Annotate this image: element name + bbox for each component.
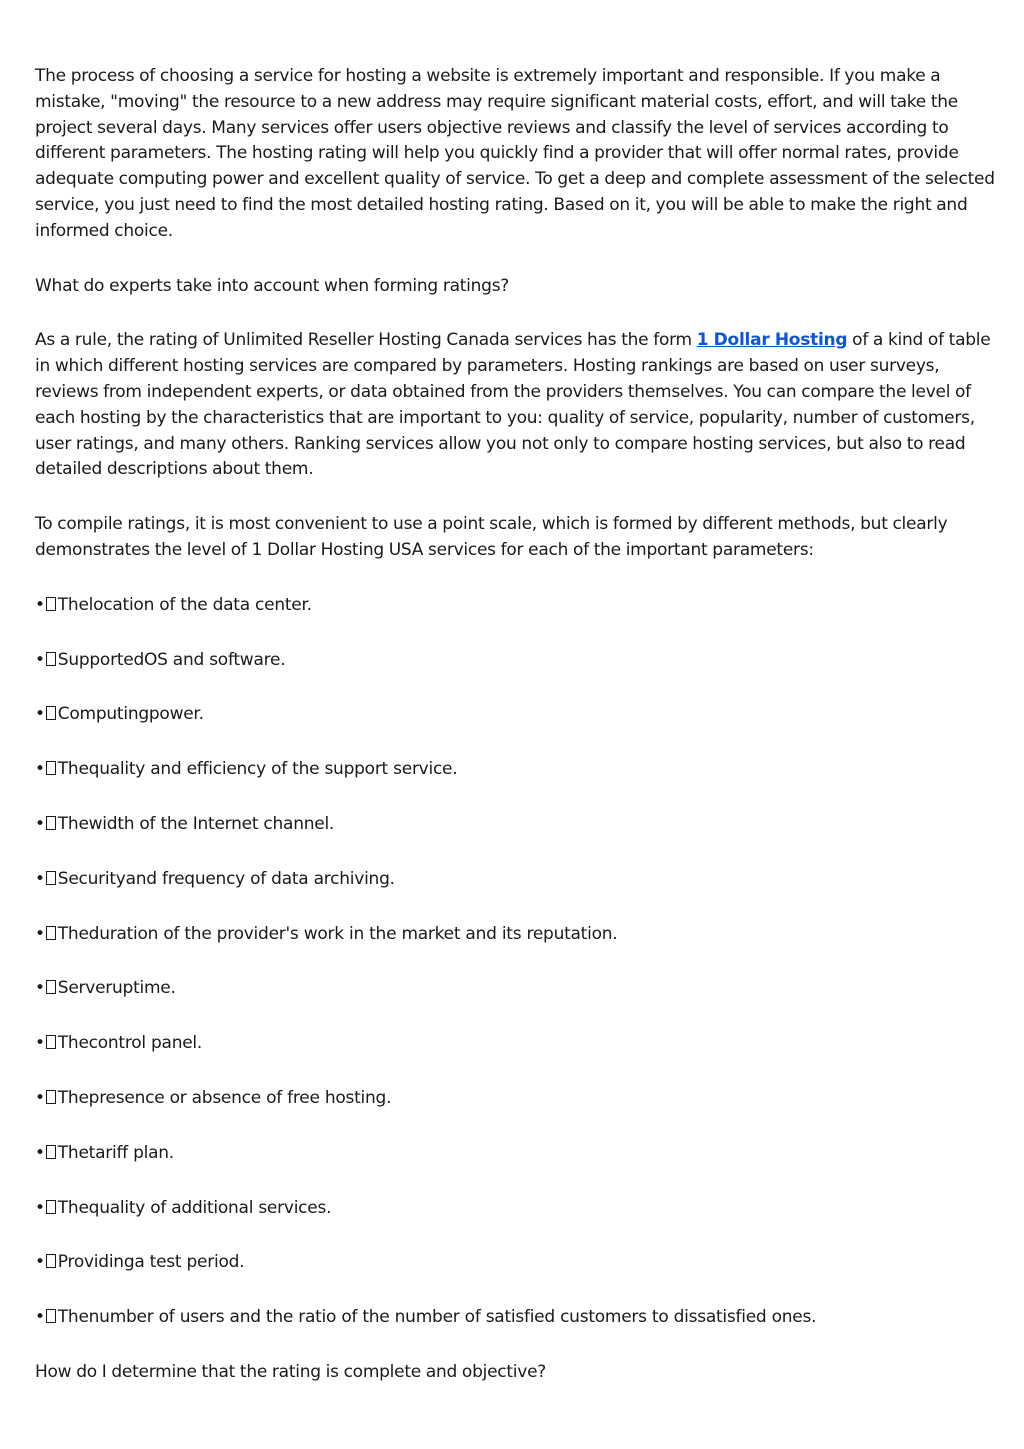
bullet-icon: •: [35, 813, 45, 834]
bullet-icon: •: [35, 594, 45, 615]
rating-paragraph-start: As a rule, the rating of Unlimited Reseller Hosting Canada services has the form: [35, 330, 697, 351]
list-item: [35, 757, 995, 783]
missing-glyph-icon: [46, 1090, 56, 1104]
list-item-text: Thepresence or absence of free hosting.: [57, 1087, 392, 1108]
list-item-text: Thequality and efficiency of the support service.: [57, 759, 458, 780]
bullet-icon: •: [35, 1033, 45, 1054]
list-item: [35, 702, 995, 728]
missing-glyph-icon: [46, 871, 56, 885]
missing-glyph-icon: [46, 1254, 56, 1268]
missing-glyph-icon: [46, 980, 56, 994]
list-item-text: Thecontrol panel.: [57, 1033, 203, 1054]
list-item-text: Thequality of additional services.: [57, 1197, 332, 1218]
list-item-text: Thelocation of the data center.: [57, 594, 312, 615]
missing-glyph-icon: [46, 597, 56, 611]
question-heading: What do experts take into account when forming ratings?: [35, 275, 510, 296]
list-item: [35, 976, 995, 1002]
list-item: [35, 867, 995, 893]
list-item: [35, 1250, 995, 1276]
bullet-icon: •: [35, 978, 45, 999]
rating-paragraph-end: of a kind of table in which different hosting services are compared by parameters. Hosting rankings are based on user surveys, reviews from independent experts, or data obtained from the providers themselves. You can compare the level of each hosting by the characteristics that are important to you: quality of service, popularity, number of customers, user ratings, and many others. Ranking services allow you not only to compare hosting services, but also to read detailed descriptions about them.: [35, 330, 991, 480]
one-dollar-hosting-link[interactable]: 1 Dollar Hosting: [696, 330, 848, 351]
list-item-text: Thewidth of the Internet channel.: [57, 813, 335, 834]
bullet-icon: •: [35, 1307, 45, 1328]
list-item: [35, 922, 995, 948]
list-item-text: Theduration of the provider's work in the market and its reputation.: [57, 923, 618, 944]
list-item-text: SupportedOS and software.: [57, 649, 286, 670]
bullet-icon: •: [35, 1142, 45, 1163]
missing-glyph-icon: [46, 706, 56, 720]
bullet-icon: •: [35, 923, 45, 944]
list-item: [35, 648, 995, 674]
list-item: [35, 1305, 995, 1331]
missing-glyph-icon: [46, 1200, 56, 1214]
list-item-text: Serveruptime.: [57, 978, 176, 999]
bullet-icon: •: [35, 704, 45, 725]
missing-glyph-icon: [46, 1035, 56, 1049]
rating-paragraph: [35, 328, 995, 483]
parameter-list: [35, 593, 995, 1331]
closing-question: How do I determine that the rating is complete and objective?: [35, 1361, 547, 1382]
bullet-icon: •: [35, 868, 45, 889]
missing-glyph-icon: [46, 1145, 56, 1159]
list-item-text: Thenumber of users and the ratio of the number of satisfied customers to dissatisfied ones.: [57, 1307, 817, 1328]
list-item: [35, 593, 995, 619]
list-item-text: Securityand frequency of data archiving.: [57, 868, 395, 889]
list-item: [35, 1196, 995, 1222]
list-item-text: Thetariff plan.: [57, 1142, 174, 1163]
missing-glyph-icon: [46, 652, 56, 666]
bullet-icon: •: [35, 1197, 45, 1218]
list-item-text: Providinga test period.: [57, 1252, 245, 1273]
document-body: [35, 64, 995, 1415]
missing-glyph-icon: [46, 926, 56, 940]
bullet-icon: •: [35, 1252, 45, 1273]
missing-glyph-icon: [46, 1309, 56, 1323]
bullet-icon: •: [35, 649, 45, 670]
list-item: [35, 812, 995, 838]
bullet-icon: •: [35, 759, 45, 780]
list-item: [35, 1141, 995, 1167]
point-scale-paragraph: To compile ratings, it is most convenient to use a point scale, which is formed by different methods, but clearly demonstrates the level of 1 Dollar Hosting USA services for each of the important parameters:: [35, 514, 948, 560]
missing-glyph-icon: [46, 816, 56, 830]
list-item-text: Computingpower.: [57, 704, 204, 725]
missing-glyph-icon: [46, 761, 56, 775]
list-item: [35, 1086, 995, 1112]
intro-paragraph: The process of choosing a service for hosting a website is extremely important and responsible. If you make a mistake, "moving" the resource to a new address may require significant material costs, effort, and will take the project several days. Many services offer users objective reviews and classify the level of services according to different parameters. The hosting rating will help you quickly find a provider that will offer normal rates, provide adequate computing power and excellent quality of service. To get a deep and complete assessment of the selected service, you just need to find the most detailed hosting rating. Based on it, you will be able to make the right and informed choice.: [35, 66, 995, 241]
bullet-icon: •: [35, 1087, 45, 1108]
list-item: [35, 1031, 995, 1057]
